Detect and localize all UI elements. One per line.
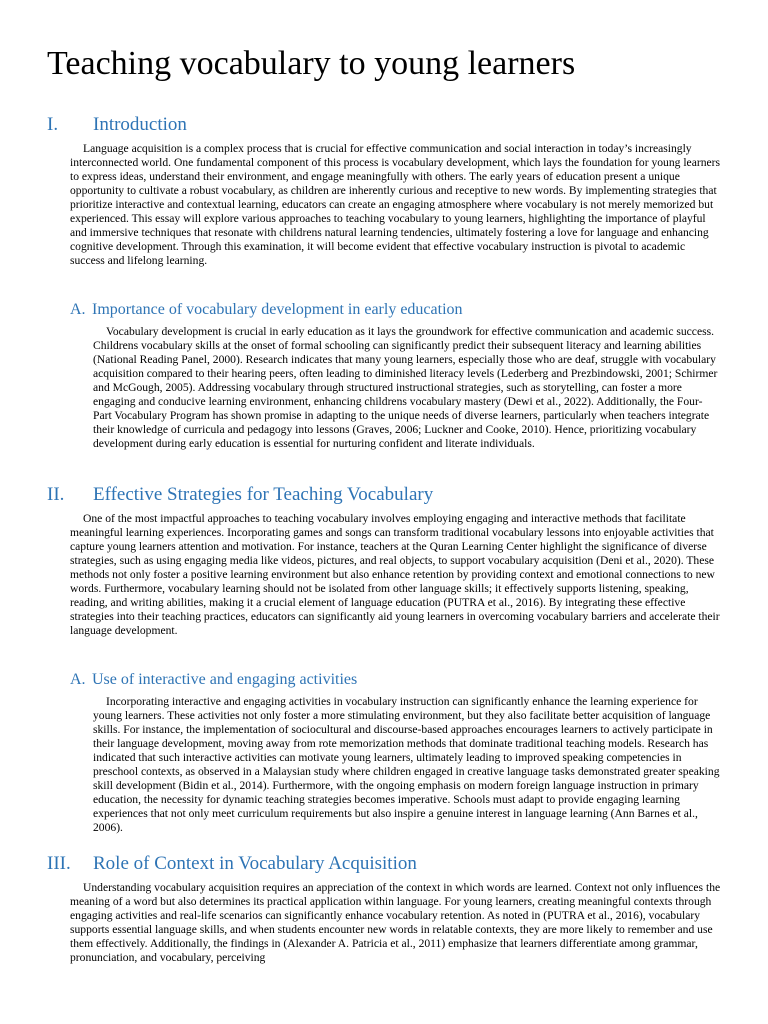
section-title: Introduction [93,114,187,135]
body-paragraph: Language acquisition is a complex process that is crucial for effective communication and social interaction in today’s increasingly interconnected world. One fundamental component of this process is vocabulary development, which lays the foundation for young learners to express ideas, understand their environment, and engage meaningfully with others. The early years of education present a unique opportunity to cultivate a robust vocabulary, as children are inherently curious and receptive to new words. By implementing strategies that prioritize interactive and contextual learning, educators can create an engaging atmosphere where vocabulary is not merely memorized but experienced. This essay will explore various approaches to teaching vocabulary to young learners, highlighting the importance of playful and immersive techniques that resonate with childrens natural learning tendencies, ultimately fostering a love for language and enhancing cognitive development. Through this examination, it will become evident that effective vocabulary instruction is pivotal to academic success and lifelong learning. [70,142,721,267]
subsection-number: A. [70,301,86,318]
section-number: III. [47,853,71,874]
body-paragraph: One of the most impactful approaches to teaching vocabulary involves employing engaging and interactive methods that facilitate meaningful learning experiences. Incorporating games and songs can transform traditional vocabulary lessons into enjoyable activities that capture young learners attention and motivation. For instance, teachers at the Quran Learning Center highlight the significance of diverse strategies, such as using engaging media like videos, pictures, and real objects, to support vocabulary acquisition (Deni et al., 2020). These methods not only foster a positive learning environment but also enhance retention by providing context and emotional connections to new words. Furthermore, vocabulary learning should not be isolated from other language skills; it effectively supports listening, speaking, reading, and writing abilities, making it a crucial element of language education (PUTRA et al., 2016). By integrating these effective strategies into their teaching practices, educators can significantly aid young learners in overcoming vocabulary barriers and accelerate their language development. [70,512,720,637]
document-title: Teaching vocabulary to young learners [47,45,576,82]
body-paragraph: Understanding vocabulary acquisition requires an appreciation of the context in which words are learned. Context not only influences the meaning of a word but also determines its practical application within language. For young learners, creating meaningful contexts through engaging activities and real-life scenarios can significantly enhance vocabulary retention. As noted in (PUTRA et al., 2016), vocabulary supports essential language skills, and when students encounter new words in relatable contexts, they are more likely to remember and use them effectively. Additionally, the findings in (Alexander A. Patricia et al., 2011) emphasize that learners differentiate among grammar, pronunciation, and vocabulary, perceiving [70,881,721,964]
section-number: II. [47,484,65,505]
subsection-title: Importance of vocabulary development in early education [92,301,463,318]
section-title: Role of Context in Vocabulary Acquisition [93,853,417,874]
section-number: I. [47,114,59,135]
subsection-number: A. [70,671,86,688]
section-title: Effective Strategies for Teaching Vocabulary [93,484,434,505]
subsection-title: Use of interactive and engaging activities [92,671,358,688]
body-paragraph: Vocabulary development is crucial in early education as it lays the groundwork for effective communication and academic success. Childrens vocabulary skills at the onset of formal schooling can significantly predict their subsequent literacy and learning abilities (National Reading Panel, 2000). Research indicates that many young learners, especially those who are deaf, struggle with vocabulary acquisition compared to their hearing peers, often leading to diminished literacy levels (Lederberg and Prezbindowski, 2001; Schirmer and McGough, 2005). Addressing vocabulary through structured instructional strategies, such as storytelling, can foster a more engaging and conducive learning environment, enhancing childrens vocabulary mastery (Dewi et al., 2022). Additionally, the Four-Part Vocabulary Program has shown promise in adapting to the unique needs of diverse learners, particularly when teachers integrate their knowledge of curricula and pedagogy into lessons (Graves, 2006; Luckner and Cooke, 2010). Hence, prioritizing vocabulary development during early education is essential for nurturing confident and literate individuals. [93,325,718,450]
body-paragraph: Incorporating interactive and engaging activities in vocabulary instruction can significantly enhance the learning experience for young learners. These activities not only foster a more stimulating environment, but they also facilitate better acquisition of language skills. For instance, the implementation of sociocultural and discourse-based approaches encourages learners to actively participate in their language development, moving away from rote memorization methods that dominate traditional teaching models. Research has indicated that such interactive activities can motivate young learners, ultimately leading to improved speaking competencies in preschool contexts, as observed in a Malaysian study where children engaged in creative language tasks demonstrated greater speaking skill development (Bidin et al., 2014). Furthermore, with the ongoing emphasis on modern foreign language instruction in primary education, the necessity for dynamic teaching strategies becomes imperative. Schools must adapt to provide engaging learning experiences that not only meet curriculum requirements but also inspire a genuine interest in language learning (Ann Barnes et al., 2006). [93,695,720,834]
